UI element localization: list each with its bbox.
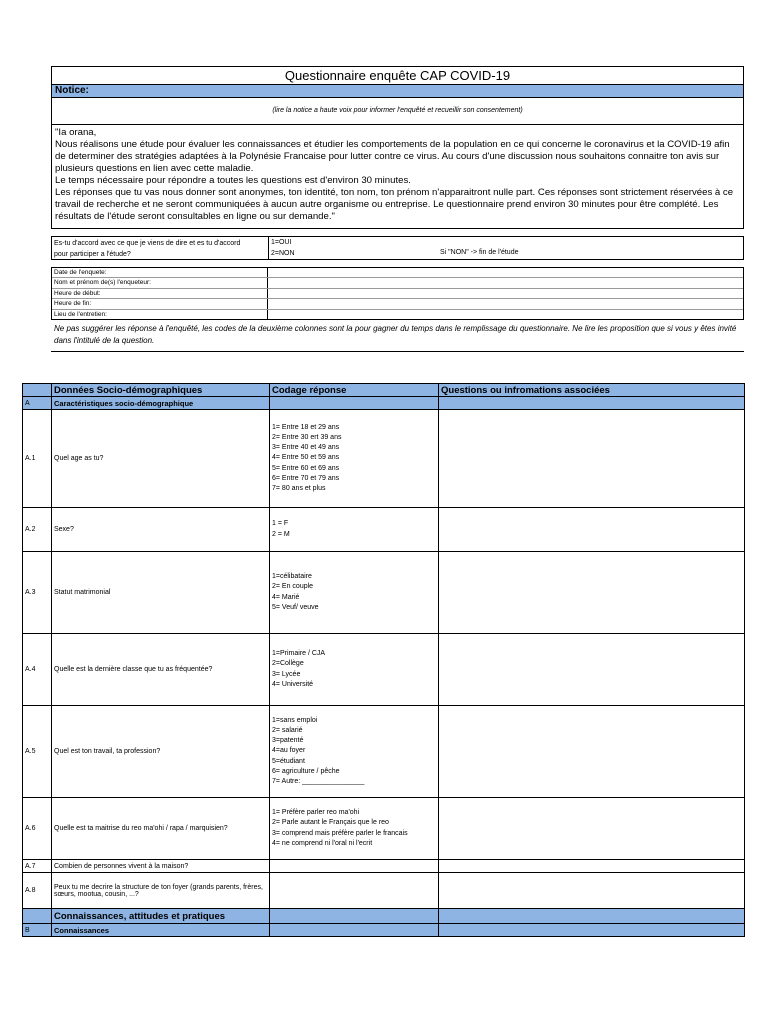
answer-codes[interactable] [270,634,439,706]
column-header: Données Socio-démographiques [52,384,270,397]
associated-info-cell[interactable] [439,552,745,634]
section-label: Connaissances [52,924,270,937]
empty-cell [270,924,439,937]
question-text: Quel age as tu? [52,410,270,508]
meta-row [52,268,743,278]
consent-option-no[interactable]: 2=NON [271,250,295,257]
page-title: Questionnaire enquête CAP COVID-19 [51,66,744,84]
column-header: Questions ou infromations associées [439,384,745,397]
table-row [23,706,745,798]
consent-question: Es-tu d'accord avec ce que je viens de dire et es tu d'accord pour participer a l'étude? [54,240,241,258]
question-code: A.6 [23,798,52,860]
answer-codes[interactable] [270,706,439,798]
table-row [23,860,745,873]
answer-option: 1= Entre 18 et 29 ans [272,423,340,431]
question-text: Statut matrimonial [52,552,270,634]
question-code: A.3 [23,552,52,634]
table-row [23,410,745,508]
empty-cell [439,909,745,924]
question-code: A.7 [23,860,52,873]
questionnaire-table [22,383,744,937]
associated-info-cell[interactable] [439,798,745,860]
table-header-row [23,384,745,397]
meta-value-field[interactable] [268,310,743,319]
question-text: Combien de personnes vivent à la maison? [52,860,270,873]
notice-text [51,124,744,229]
section-code: B [23,924,52,937]
answer-option: 4= Entre 50 et 59 ans [272,454,340,462]
answer-option: 4=au foyer [272,747,306,755]
answer-option: 5=étudiant [272,757,305,765]
table-row [23,552,745,634]
question-text: Sexe? [52,508,270,552]
meta-value-field[interactable] [268,289,743,298]
associated-info-cell[interactable] [439,410,745,508]
section-title: Connaissances, attitudes et pratiques [52,909,270,924]
question-text: Peux tu me decrire la structure de ton foyer (grands parents, frères, sœurs, mootua, cousin, ...? [52,873,270,909]
section-a-row [23,397,745,410]
meta-label: Heure de début: [52,289,268,298]
answer-option: 1=Primaire / CJA [272,650,326,658]
answer-option: 2= Parle autant le Français que le reo [272,819,389,827]
answer-option: 2= Entre 30 ert 39 ans [272,433,342,441]
table-row [23,798,745,860]
question-code: A.2 [23,508,52,552]
notice-label: Notice: [51,84,744,98]
answer-option: 2= En couple [272,583,314,591]
answer-option: 6= agriculture / pêche [272,767,340,775]
answer-option: 3=patenté [272,737,304,745]
associated-info-cell[interactable] [439,508,745,552]
answer-option: 1=célibataire [272,573,312,581]
answer-option: 3= Entre 40 et 49 ans [272,444,340,452]
answer-option: 7= 80 ans et plus [272,485,326,492]
question-code: A.8 [23,873,52,909]
meta-value-field[interactable] [268,278,743,287]
answer-option: 4= Marié [272,593,300,601]
answer-option: 7= Autre: ________________ [272,778,365,785]
empty-cell [23,909,52,924]
answer-codes[interactable] [270,552,439,634]
answer-option: 2= salarié [272,726,303,734]
meta-row [52,278,743,288]
empty-cell [270,909,439,924]
consent-note: Si "NON" -> fin de l'étude [440,249,519,256]
meta-label: Heure de fin: [52,299,268,308]
answer-codes[interactable] [270,508,439,552]
empty-cell [439,924,745,937]
empty-cell [270,397,439,410]
associated-info-cell[interactable] [439,873,745,909]
answer-option: 5= Entre 60 et 69 ans [272,464,340,472]
answer-option: 2=Collège [272,660,304,668]
empty-cell [439,397,745,410]
code-header [23,384,52,397]
meta-label: Date de l'enquete: [52,268,268,277]
question-text: Quel est ton travail, ta profession? [52,706,270,798]
answer-option: 4= Université [272,680,314,688]
answer-codes[interactable] [270,860,439,873]
answer-option: 5= Veuf/ veuve [272,603,319,611]
section-b-title-row [23,909,745,924]
consent-block [51,236,744,260]
associated-info-cell[interactable] [439,634,745,706]
meta-label: Nom et prénom de(s) l'enqueteur: [52,278,268,287]
notice-paragraph: Le temps nécessaire pour répondre a toutes les questions est d'environ 30 minutes. [55,175,411,186]
answer-codes[interactable] [270,798,439,860]
section-code: A [23,397,52,410]
notice-paragraph: Nous réalisons une étude pour évaluer les connaissances et étudier les comportements de la population en ce qui concerne le coronavirus et la COVID-19 afin de determiner des stratégies adaptées à la Polynésie Francaise pour lutter contre ce virus. Au cours d'une discussion nous souhaitons connaitre ton avis sur plusieurs questions en lien avec cette maladie. [55,139,730,174]
answer-codes[interactable] [270,410,439,508]
answer-option: 1=sans emploi [272,716,318,724]
notice-instruction: (lire la notice a haute voix pour informer l'enquêté et recueillir son consentement) [51,98,744,124]
answer-option: 3= comprend mais préfère parler le francais [272,829,408,837]
notice-paragraph: "Ia orana, [55,127,97,138]
section-label: Caractéristiques socio-démographique [52,397,270,410]
question-code: A.1 [23,410,52,508]
interview-meta-table [51,267,744,320]
question-code: A.4 [23,634,52,706]
answer-option: 4= ne comprend ni l'oral ni l'ecrit [272,839,373,847]
notice-paragraph: Les réponses que tu vas nous donner sont anonymes, ton identité, ton nom, ton prénom n'apparaitront nulle part. Ces réponses sont strictement réservées à ce travail de recherche et ne seront communiquées à aucun autre organisme ou entreprise. Le questionnaire prend environ 30 minutes pour être complété. Les résultats de l'étude seront consultables en ligne ou sur demande." [55,187,734,222]
answer-option: 1 = F [272,520,289,528]
table-row [23,873,745,909]
associated-info-cell[interactable] [439,860,745,873]
meta-value-field[interactable] [268,299,743,308]
answer-option: 1= Préfère parler reo ma'ohi [272,809,360,817]
associated-info-cell[interactable] [439,706,745,798]
guidance-note: Ne pas suggérer les réponse à l'enquêté, les codes de la deuxième colonnes sont la pour gagner du temps dans le remplissage du questionnaire. Ne lire les proposition que si vous y êtes invité dans l'intitulé de la question. [51,322,744,352]
column-header: Codage réponse [270,384,439,397]
table-row [23,508,745,552]
meta-label: Lieu de l'entretien: [52,310,268,319]
answer-option: 3= Lycée [272,670,301,678]
meta-row [52,310,743,319]
answer-codes[interactable] [270,873,439,909]
answer-option: 2 = M [272,530,290,538]
answer-option: 6= Entre 70 et 79 ans [272,474,340,482]
table-row [23,634,745,706]
question-text: Quelle est la dernière classe que tu as fréquentée? [52,634,270,706]
meta-value-field[interactable] [268,268,743,277]
question-text: Quelle est ta maitrise du reo ma'ohi / rapa / marquisien? [52,798,270,860]
meta-row [52,299,743,309]
divider [268,237,269,259]
consent-option-yes[interactable]: 1=OUI [271,239,292,246]
question-code: A.5 [23,706,52,798]
section-b-row [23,924,745,937]
meta-row [52,289,743,299]
